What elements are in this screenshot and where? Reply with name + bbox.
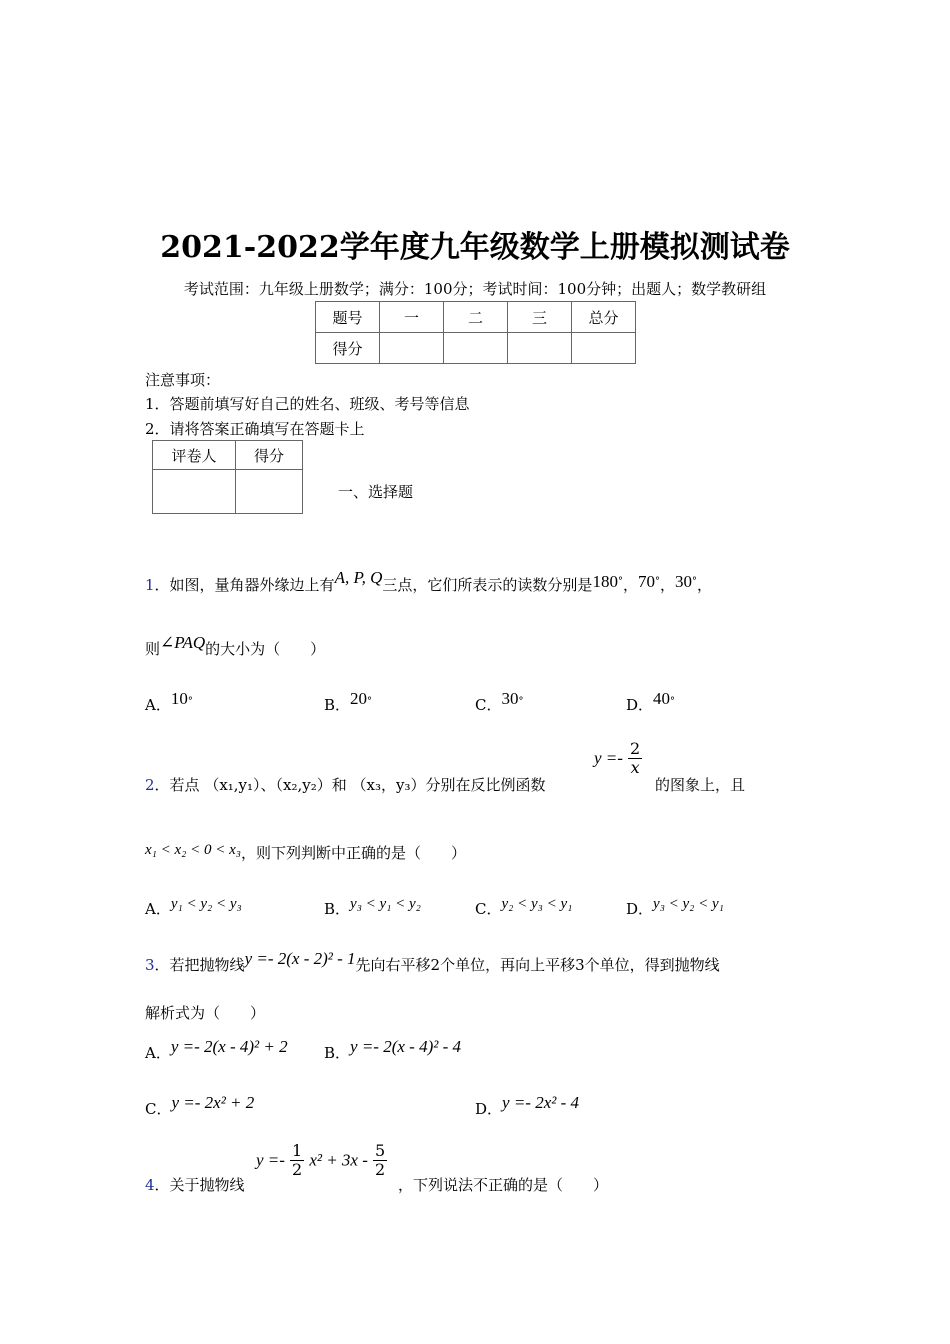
option-label: A． [145,696,171,714]
question-1-line-1: 1．如图，量角器外缘边上有A, P, Q三点，它们所表示的读数分别是180°，70°，30°， [145,568,712,594]
option-value: y =- 2x² - 4 [502,1093,580,1112]
option-a[interactable]: A．10° [145,689,193,714]
option-a[interactable] [145,898,242,919]
function-lhs: y =- [594,748,623,768]
question-text: ．若点 （x₁,y₁）、（x₂,y₂）和 （x₃，y₃）分别在反比例函数 [154,776,546,794]
option-c[interactable]: C．30° [475,689,524,714]
note-item: 1．答题前填写好自己的姓名、班级、考号等信息 [145,395,470,413]
grader-header: 评卷人 [153,441,236,470]
question-text: 的图象上，且 [655,776,746,794]
question-3-line-2: 解析式为（ ） [145,1004,266,1022]
score-cell[interactable] [572,333,636,364]
option-value: 30 [501,689,519,708]
reading-value: 180 [592,572,618,591]
score-cell[interactable] [508,333,572,364]
question-1-line-2 [145,633,326,659]
question-text: ．如图，量角器外缘边上有 [154,576,335,594]
score-header-cell: 一 [380,302,444,333]
question-2-line-2 [145,842,466,863]
section-heading: 一、选择题 [338,483,414,501]
score-header-cell: 总分 [572,302,636,333]
option-label: D． [626,696,654,714]
question-number: 4 [145,1176,155,1194]
question-number: 1 [145,576,155,594]
grader-score-header: 得分 [236,441,303,470]
option-label: B． [324,900,351,918]
question-text: 则 [145,640,161,658]
option-d[interactable] [626,898,724,919]
score-table-header-row [316,302,636,333]
parabola-expression: y =- 2(x - 2)² - 1 [244,949,356,968]
question-text: ，则下列判断中正确的是（ ） [240,844,466,862]
option-label: A． [145,1044,171,1062]
option-value: y₃ < y₁ < y₂ [350,896,421,912]
question-4-start [145,1174,245,1195]
option-a[interactable] [145,1037,288,1063]
option-value: y =- 2(x - 4)² - 4 [350,1037,461,1056]
fraction-numerator: 2 [630,739,641,758]
exam-info: 考试范围：九年级上册数学；满分：100分；考试时间：100分钟；出题人；数学教研组 [183,280,767,298]
option-value: 40 [653,689,671,708]
condition-expression: x₁ < x₂ < 0 < x₃ [145,842,241,858]
score-table [315,301,636,364]
score-table-row [316,333,636,364]
expression-part: y =- [256,1150,285,1170]
fraction [290,1142,304,1179]
score-header-cell: 三 [508,302,572,333]
option-value: y₃ < y₂ < y₁ [653,896,724,912]
notes-heading: 注意事项： [145,371,221,389]
option-label: C． [475,696,502,714]
option-c[interactable] [145,1093,255,1119]
angle-expression: ∠PAQ [160,633,206,652]
question-2-line-1-start [145,774,546,795]
question-number: 2 [145,776,155,794]
grader-cell[interactable] [153,470,236,514]
grader-score-cell[interactable] [236,470,303,514]
question-3-line-1 [145,949,720,975]
option-value: y₁ < y₂ < y₃ [170,896,242,912]
fraction-denominator: x [630,758,640,777]
score-row-label: 得分 [316,333,380,364]
reading-value: 70 [637,572,655,591]
option-label: C． [475,900,502,918]
option-c[interactable] [475,898,572,919]
score-header-cell: 二 [444,302,508,333]
score-cell[interactable] [380,333,444,364]
expression-part: x² + 3x - [309,1150,368,1170]
question-text: ，下列说法不正确的是（ ） [398,1176,609,1194]
page-title: 2021-2022学年度九年级数学上册模拟测试卷 [160,230,790,265]
option-d[interactable] [475,1093,580,1119]
option-value: y =- 2x² + 2 [171,1093,255,1112]
point-labels: A, P, Q [334,568,383,587]
grader-table [152,440,303,514]
function-expression [594,740,642,777]
option-d[interactable]: D．40° [626,689,676,714]
option-b[interactable]: B．20° [324,689,373,714]
note-item: 2．请将答案正确填写在答题卡上 [145,420,365,438]
option-b[interactable] [324,898,421,919]
question-number: 3 [145,956,155,974]
option-label: B． [324,1044,351,1062]
option-value: y =- 2(x - 4)² + 2 [170,1037,288,1056]
reading-value: 30 [674,572,692,591]
option-label: B． [324,696,351,714]
fraction-numerator: 1 [292,1141,303,1160]
score-header-cell: 题号 [316,302,380,333]
parabola-expression [256,1142,387,1179]
fraction [628,740,642,777]
question-text: 三点，它们所表示的读数分别是 [382,576,593,594]
option-value: y₂ < y₃ < y₁ [501,896,573,912]
question-text: ．关于抛物线 [154,1176,245,1194]
question-text: 先向右平移2个单位，再向上平移3个单位，得到抛物线 [355,956,720,974]
option-b[interactable] [324,1037,461,1063]
score-cell[interactable] [444,333,508,364]
option-label: A． [145,900,171,918]
fraction-numerator: 5 [374,1141,386,1160]
option-label: C． [145,1100,172,1118]
question-text: ．若把抛物线 [154,956,245,974]
option-value: 20 [350,689,368,708]
option-value: 10 [170,689,188,708]
fraction [373,1142,387,1179]
option-label: D． [475,1100,503,1118]
fraction-denominator: 2 [292,1160,303,1179]
option-label: D． [626,900,654,918]
fraction-denominator: 2 [374,1160,386,1179]
question-text: 的大小为（ ） [205,640,326,658]
